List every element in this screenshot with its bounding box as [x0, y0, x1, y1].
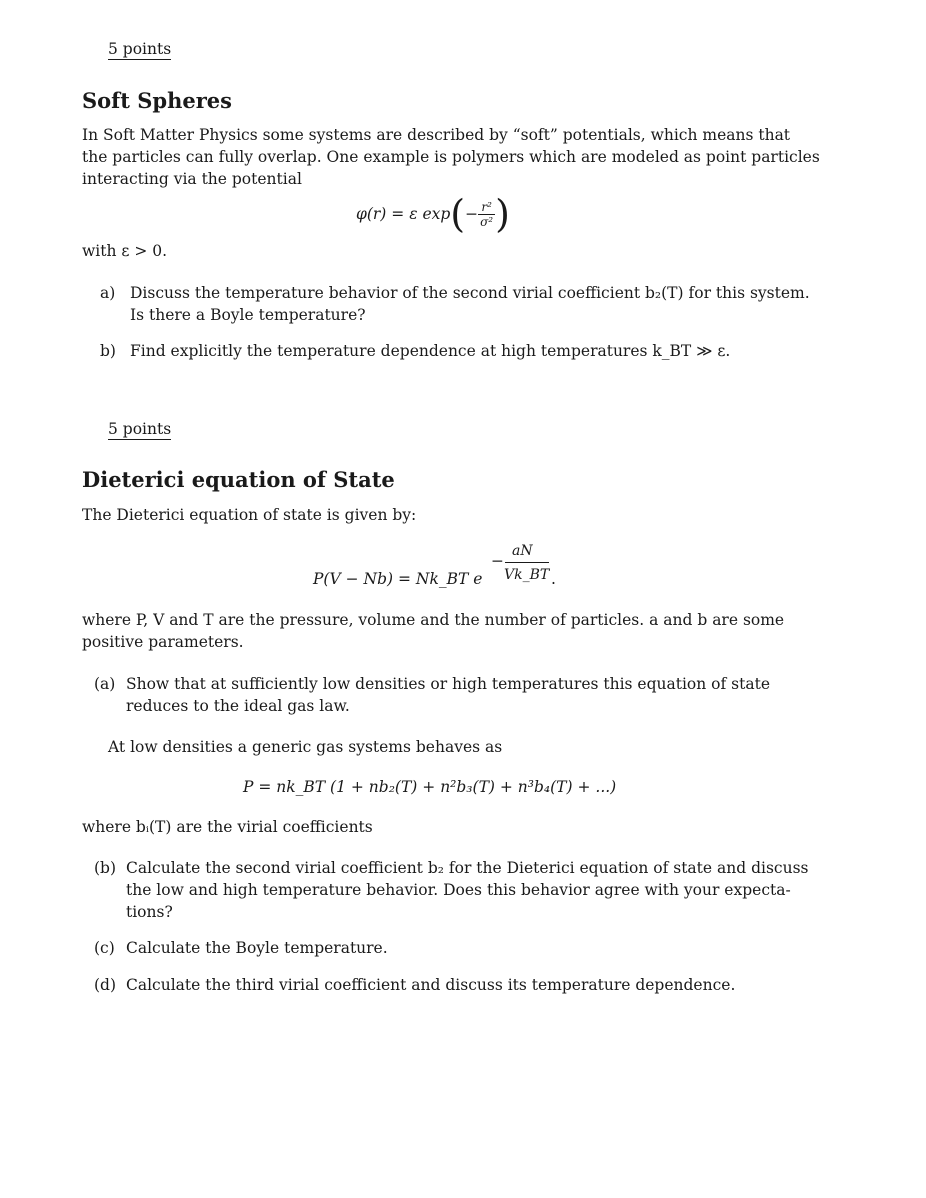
where-line-1: where P, V and T are the pressure, volume and the number of particles. a and b are some	[82, 611, 785, 629]
intro-line-1: In Soft Matter Physics some systems are described by “soft” potentials, which means that	[82, 126, 791, 144]
potential-lhs: φ(r) = ε exp	[356, 205, 451, 223]
item-d-dieterici: (d) Calculate the third virial coefficient and discuss its temperature dependence.	[94, 976, 736, 994]
points-label-1: 5 points	[108, 40, 172, 58]
section-title-dieterici: Dieterici equation of State	[82, 467, 395, 492]
virial-note: where bᵢ(T) are the virial coefficients	[82, 818, 373, 836]
low-density-text: At low densities a generic gas systems behaves as	[108, 738, 503, 756]
item-b-soft: b) Find explicitly the temperature dependence at high temperatures k_BT ≫ ε.	[100, 342, 731, 360]
points-label-2: 5 points	[108, 420, 172, 438]
item-a-soft: a) Discuss the temperature behavior of the second virial coefficient b₂(T) for this system. Is there a Boyle temperature?	[100, 284, 810, 324]
intro-line-2: the particles can fully overlap. One example is polymers which are modeled as point particles	[82, 148, 820, 166]
dieterici-intro: The Dieterici equation of state is given by:	[82, 506, 417, 524]
virial-equation: P = nk_BT (1 + nb₂(T) + n²b₃(T) + n³b₄(T) + ...)	[243, 778, 617, 796]
condition-text: with ε > 0.	[82, 242, 168, 260]
potential-equation: φ(r) = ε exp ( − $\frac{\text{r²}}{\text{σ²}}$ )	[356, 192, 510, 236]
item-b-dieterici: (b) Calculate the second virial coefficient b₂ for the Dieterici equation of state and discuss the low and high temperature behavior. Does this behavior agree with your expecta- tions?	[94, 859, 809, 921]
dieterici-lhs: P(V − Nb) = Nk_BT e	[313, 570, 483, 588]
item-c-dieterici: (c) Calculate the Boyle temperature.	[94, 939, 388, 957]
section-title-soft-spheres: Soft Spheres	[82, 88, 232, 113]
exp-denominator: Vk_BT	[504, 567, 550, 583]
item-a-dieterici: (a) Show that at sufficiently low densities or high temperatures this equation of state reduces to the ideal gas law.	[94, 675, 770, 715]
intro-line-3: interacting via the potential	[82, 170, 302, 188]
potential-fraction: $\frac{\text{r²}}{\text{σ²}}$	[480, 199, 494, 229]
where-line-2: positive parameters.	[82, 633, 244, 651]
exp-numerator: aN	[512, 543, 533, 559]
